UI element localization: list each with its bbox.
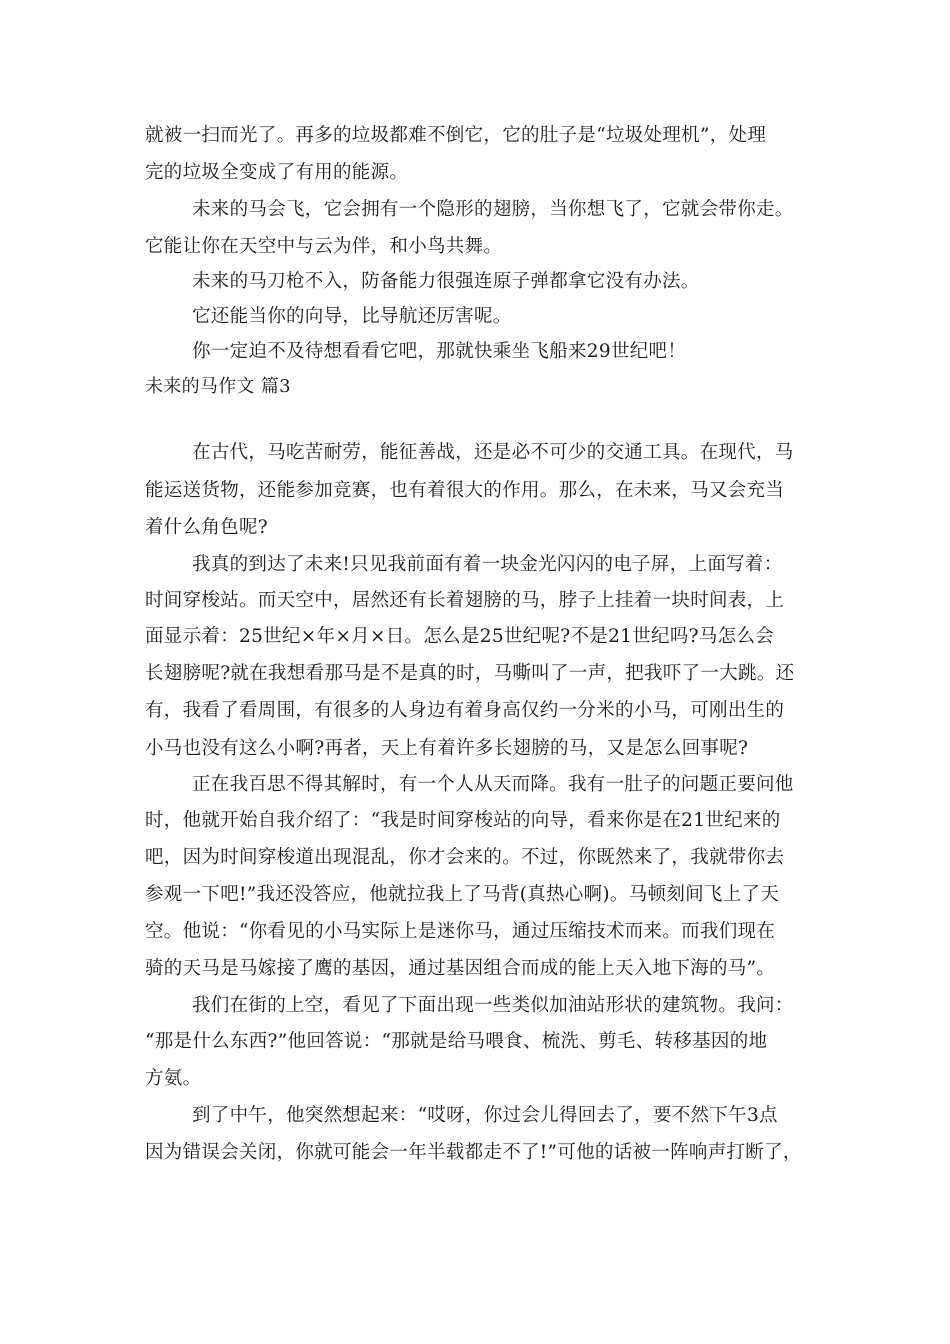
text-line: 骑的天马是马嫁接了鹰的基因，通过基因组合而成的能上天入地下海的马”。 <box>145 958 776 979</box>
text-line: 时间穿梭站。而天空中，居然还有长着翅膀的马，脖子上挂着一块时间表，上 <box>145 590 785 611</box>
text-line: 方氨。 <box>145 1068 202 1089</box>
text-line: 面显示着：25世纪×年×月×日。怎么是25世纪呢?不是21世纪吗?马怎么会 <box>145 626 775 647</box>
text-line: 有，我看了看周围，有很多的人身边有着身高仅约一分米的小马，可刚出生的 <box>145 700 785 721</box>
text-line: 未来的马会飞，它会拥有一个隐形的翅膀，当你想飞了，它就会带你走。 <box>192 199 794 220</box>
text-line: 我们在街的上空，看见了下面出现一些类似加油站形状的建筑物。我问： <box>192 995 794 1016</box>
text-line: 未来的马刀枪不入，防备能力很强连原子弹都拿它没有办法。 <box>192 271 700 292</box>
text-line: 它能让你在天空中与云为伴，和小鸟共舞。 <box>145 236 503 257</box>
text-line: 参观一下吧!”我还没答应，他就拉我上了马背(真热心啊)。马顿刻间飞上了天 <box>145 884 780 905</box>
text-line: 长翅膀呢?就在我想看那马是不是真的时，马嘶叫了一声，把我吓了一大跳。还 <box>145 663 795 684</box>
text-line: 它还能当你的向导，比导航还厉害呢。 <box>192 306 512 327</box>
text-line: 我真的到达了未来!只见我前面有着一块金光闪闪的电子屏，上面写着： <box>192 554 783 575</box>
text-line: 时，他就开始自我介绍了：“我是时间穿梭站的向导，看来你是在21世纪来的 <box>145 810 781 831</box>
text-line: 因为错误会关闭，你就可能会一年半载都走不了!”可他的话被一阵响声打断了， <box>145 1142 802 1163</box>
text-line: “那是什么东西?”他回答说：“那就是给马喂食、梳洗、剪毛、转移基因的地 <box>145 1031 768 1052</box>
text-line: 就被一扫而光了。再多的垃圾都难不倒它，它的肚子是“垃圾处理机”，处理 <box>145 125 767 146</box>
text-line: 小马也没有这么小啊?再者，天上有着许多长翅膀的马，又是怎么回事呢? <box>145 738 749 759</box>
text-line: 吧，因为时间穿梭道出现混乱，你才会来的。不过，你既然来了，我就带你去 <box>145 847 785 868</box>
text-line: 能运送货物，还能参加竞赛，也有着很大的作用。那么，在未来，马又会充当 <box>145 480 785 501</box>
text-line: 到了中午，他突然想起来：“哎呀，你过会儿得回去了，要不然下午3点 <box>192 1105 778 1126</box>
text-line: 正在我百思不得其解时，有一个人从天而降。我有一肚子的问题正要问他 <box>192 774 794 795</box>
text-line: 着什么角色呢? <box>145 517 269 538</box>
text-line: 空。他说：“你看见的小马实际上是迷你马，通过压缩技术而来。而我们现在 <box>145 921 776 942</box>
section-heading: 未来的马作文 篇3 <box>145 376 291 397</box>
text-line: 完的垃圾全变成了有用的能源。 <box>145 162 409 183</box>
text-line: 你一定迫不及待想看看它吧，那就快乘坐飞船来29世纪吧！ <box>192 341 687 362</box>
text-line: 在古代，马吃苦耐劳，能征善战，还是必不可少的交通工具。在现代，马 <box>192 442 794 463</box>
